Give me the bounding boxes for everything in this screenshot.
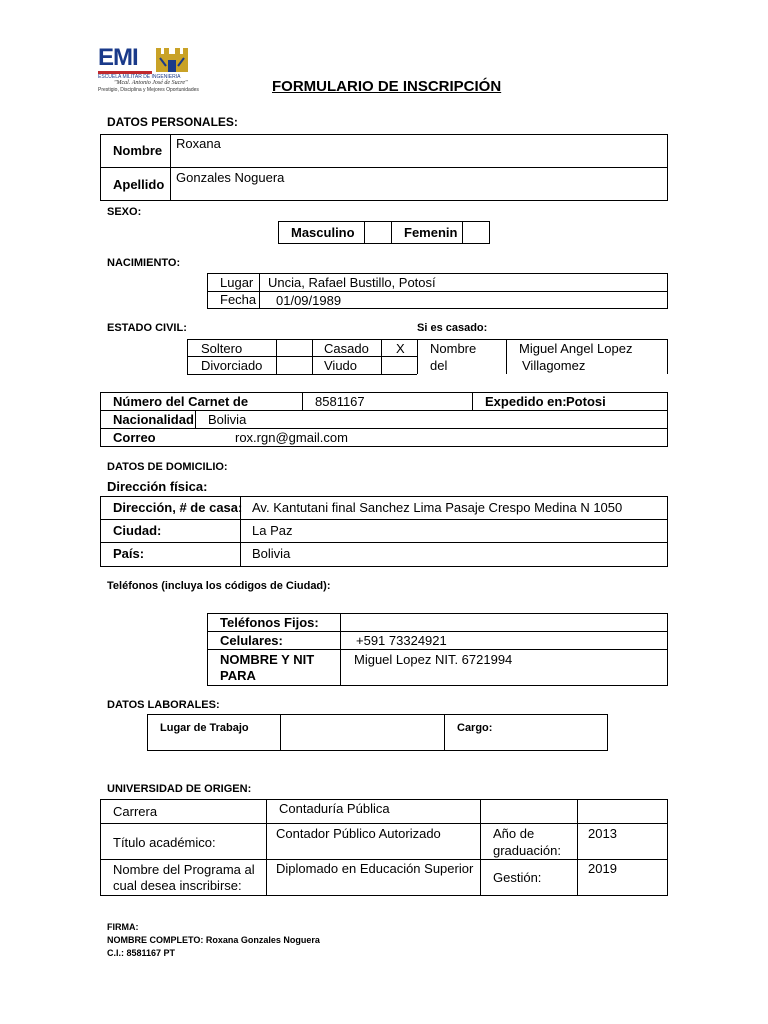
estado-bottom-line bbox=[187, 374, 417, 375]
domicilio-row-1 bbox=[100, 519, 668, 520]
apellido-label: Apellido bbox=[113, 177, 165, 192]
nombre-value[interactable]: Roxana bbox=[176, 136, 221, 151]
carrera-value[interactable]: Contaduría Pública bbox=[279, 801, 390, 816]
direccion-label: Dirección, # de casa: bbox=[113, 500, 243, 515]
nacimiento-row-divider bbox=[207, 291, 668, 292]
casado-mark[interactable]: X bbox=[396, 341, 405, 356]
estado-div-3 bbox=[381, 339, 382, 374]
logo-tagline: Prestigio, Disciplina y Mejores Oportunidades bbox=[98, 87, 199, 93]
ci-value: C.I.: 8581167 PT bbox=[107, 948, 176, 958]
universidad-row-2 bbox=[100, 859, 668, 860]
direccion-fisica-title: Dirección física: bbox=[107, 479, 208, 494]
personal-row-divider bbox=[100, 167, 668, 168]
masculino-label: Masculino bbox=[291, 225, 355, 240]
nombre-completo: NOMBRE COMPLETO: Roxana Gonzales Noguera bbox=[107, 935, 320, 945]
celulares-value[interactable]: +591 73324921 bbox=[356, 633, 447, 648]
logo-letters: EMI bbox=[98, 44, 138, 71]
estado-div-0 bbox=[187, 339, 188, 374]
programa-label-2: cual desea inscribirse: bbox=[113, 878, 242, 893]
sexo-divider-1 bbox=[364, 221, 365, 244]
direccion-value[interactable]: Av. Kantutani final Sanchez Lima Pasaje Crespo Medina N 1050 bbox=[252, 500, 623, 515]
estado-div-2 bbox=[312, 339, 313, 374]
fecha-value[interactable]: 01/09/1989 bbox=[276, 293, 342, 308]
ciudad-label: Ciudad: bbox=[113, 523, 162, 538]
correo-label: Correo bbox=[113, 430, 156, 445]
nombre-conyuge-label-2: del bbox=[430, 358, 448, 373]
universidad-div-2 bbox=[480, 799, 481, 896]
telefonos-row-2 bbox=[207, 649, 668, 650]
nacionalidad-label: Nacionalidad bbox=[113, 412, 194, 427]
section-domicilio: DATOS DE DOMICILIO: bbox=[107, 461, 228, 473]
carnet-row-1 bbox=[100, 410, 668, 411]
titulo-label: Título académico: bbox=[113, 835, 216, 850]
section-nacimiento: NACIMIENTO: bbox=[107, 257, 181, 269]
fijos-label: Teléfonos Fijos: bbox=[220, 615, 319, 630]
programa-value[interactable]: Diplomado en Educación Superior bbox=[276, 861, 474, 876]
nit-value[interactable]: Miguel Lopez NIT. 6721994 bbox=[354, 652, 513, 667]
lugar-trabajo-label: Lugar de Trabajo bbox=[160, 722, 249, 734]
nombre-label: Nombre bbox=[113, 143, 163, 158]
nacionalidad-value[interactable]: Bolivia bbox=[208, 412, 247, 427]
lugar-label: Lugar bbox=[220, 275, 254, 290]
sexo-divider-3 bbox=[462, 221, 463, 244]
pais-label: País: bbox=[113, 546, 145, 561]
lugar-value[interactable]: Uncia, Rafael Bustillo, Potosí bbox=[268, 275, 436, 290]
si-es-casado-label: Si es casado: bbox=[417, 322, 488, 334]
estado-div-4 bbox=[417, 339, 418, 374]
estado-div-6 bbox=[667, 339, 668, 374]
correo-value[interactable]: rox.rgn@gmail.com bbox=[235, 430, 348, 445]
anio-value[interactable]: 2013 bbox=[588, 826, 617, 841]
fecha-label: Fecha bbox=[220, 292, 257, 307]
sexo-divider-2 bbox=[391, 221, 392, 244]
carnet-label: Número del Carnet de bbox=[113, 394, 249, 409]
femenino-label: Femenin bbox=[404, 225, 458, 240]
ciudad-value[interactable]: La Paz bbox=[252, 523, 293, 538]
nombre-conyuge-label-1: Nombre bbox=[430, 341, 477, 356]
laborales-div-2 bbox=[444, 714, 445, 751]
estado-div-1 bbox=[276, 339, 277, 374]
titulo-value[interactable]: Contador Público Autorizado bbox=[276, 826, 441, 841]
universidad-div-1 bbox=[266, 799, 267, 896]
logo bbox=[96, 44, 199, 93]
anio-label-2: graduación: bbox=[493, 843, 561, 858]
soltero-label: Soltero bbox=[201, 341, 243, 356]
pais-value[interactable]: Bolivia bbox=[252, 546, 291, 561]
conyuge-value-2[interactable]: Villagomez bbox=[522, 358, 586, 373]
universidad-div-3 bbox=[577, 799, 578, 896]
nit-label-2: PARA bbox=[220, 668, 256, 683]
section-universidad: UNIVERSIDAD DE ORIGEN: bbox=[107, 783, 252, 795]
carrera-label: Carrera bbox=[113, 804, 158, 819]
section-datos-personales: DATOS PERSONALES: bbox=[107, 115, 238, 129]
cargo-label: Cargo: bbox=[457, 722, 493, 734]
casado-label: Casado bbox=[324, 341, 369, 356]
carnet-div-b bbox=[472, 392, 473, 410]
section-telefonos: Teléfonos (incluya los códigos de Ciudad): bbox=[107, 580, 331, 592]
universidad-row-1 bbox=[100, 823, 668, 824]
telefonos-row-1 bbox=[207, 631, 668, 632]
expedido-label: Expedido en: bbox=[485, 394, 567, 409]
estado-div-5 bbox=[506, 339, 507, 374]
castle-icon bbox=[154, 46, 190, 72]
programa-label-1: Nombre del Programa al bbox=[113, 862, 255, 877]
carnet-div-a bbox=[302, 392, 303, 410]
celulares-label: Celulares: bbox=[220, 633, 283, 648]
section-sexo: SEXO: bbox=[107, 206, 142, 218]
logo-motto: "Mcal. Antonio José de Sucre" bbox=[114, 80, 188, 86]
gestion-label: Gestión: bbox=[493, 870, 542, 885]
estado-top-line bbox=[187, 339, 668, 340]
anio-label-1: Año de bbox=[493, 826, 535, 841]
estado-mid-line bbox=[187, 356, 417, 357]
divorciado-label: Divorciado bbox=[201, 358, 263, 373]
section-estado-civil: ESTADO CIVIL: bbox=[107, 322, 187, 334]
carnet-row-2 bbox=[100, 428, 668, 429]
expedido-value[interactable]: Potosi bbox=[566, 394, 606, 409]
carnet-div-c bbox=[195, 410, 196, 428]
page-title: FORMULARIO DE INSCRIPCIÓN bbox=[272, 78, 502, 95]
section-laborales: DATOS LABORALES: bbox=[107, 699, 220, 711]
nit-label-1: NOMBRE Y NIT bbox=[220, 652, 315, 667]
carnet-value[interactable]: 8581167 bbox=[315, 394, 365, 409]
conyuge-value-1[interactable]: Miguel Angel Lopez bbox=[519, 341, 633, 356]
viudo-label: Viudo bbox=[324, 358, 358, 373]
gestion-value[interactable]: 2019 bbox=[588, 861, 617, 876]
laborales-div-1 bbox=[280, 714, 281, 751]
apellido-value[interactable]: Gonzales Noguera bbox=[176, 170, 285, 185]
firma-label: FIRMA: bbox=[107, 922, 139, 932]
logo-subtitle: ESCUELA MILITAR DE INGENIERIA bbox=[98, 74, 181, 80]
domicilio-row-2 bbox=[100, 542, 668, 543]
